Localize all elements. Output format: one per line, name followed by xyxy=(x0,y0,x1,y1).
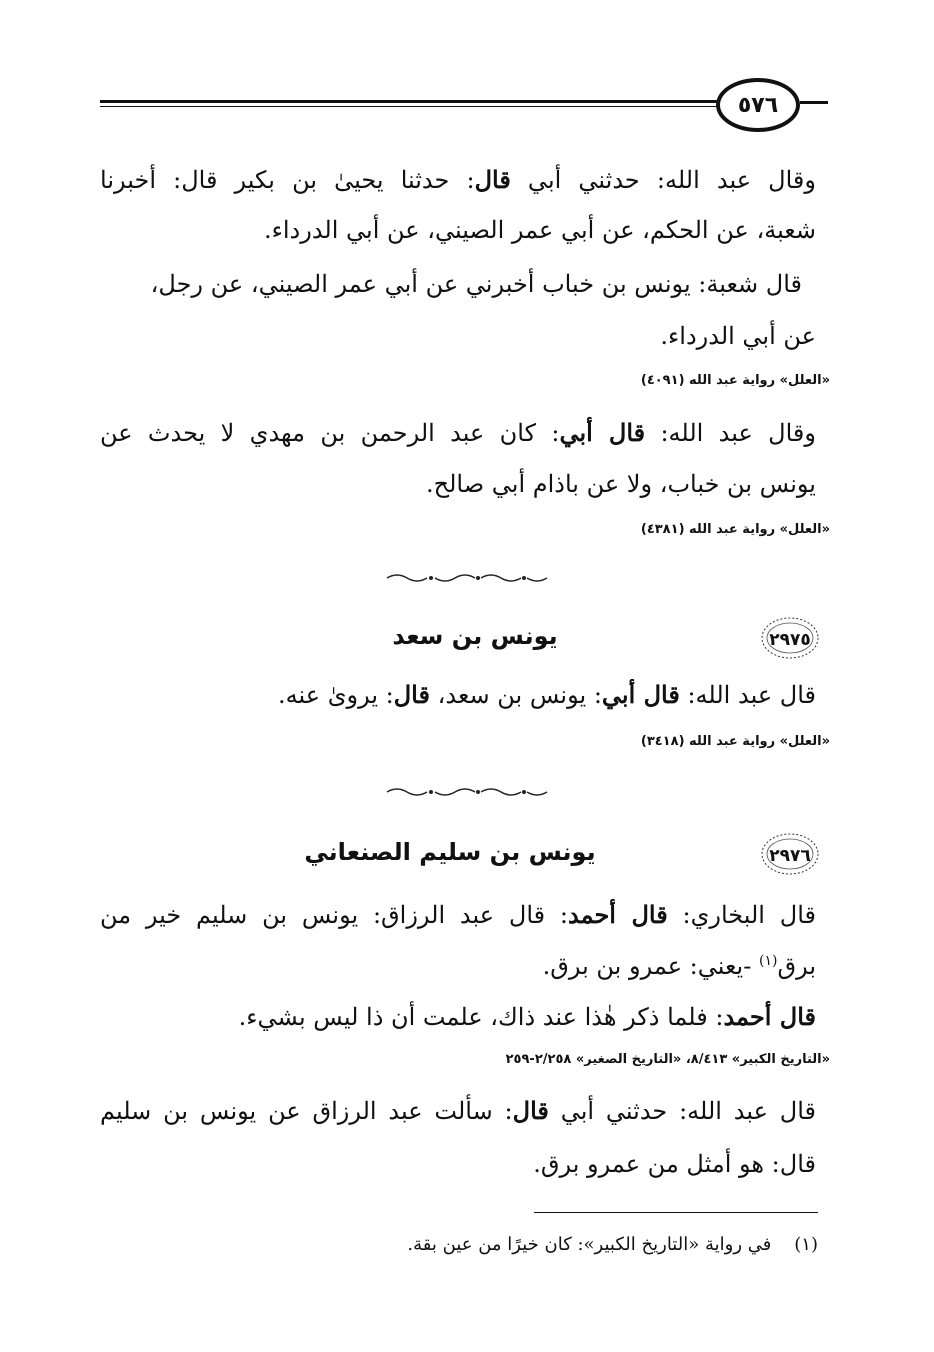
header-rule xyxy=(100,100,720,103)
entry-number: ٢٩٧٥ xyxy=(769,630,811,650)
entry-title: يونس بن سليم الصنعاني xyxy=(304,838,596,866)
footnote-marker: (١) xyxy=(794,1234,818,1255)
text-line: قال أحمد: فلما ذكر هٰذا عند ذاك، علمت أن ذا ليس بشيء. xyxy=(238,1002,816,1031)
bold-phrase: قال xyxy=(393,680,430,709)
text-line: وقال عبد الله: حدثني أبي قال: حدثنا يحيىٰ بن بكير قال: أخبرنا xyxy=(100,165,816,194)
page-number: ٥٧٦ xyxy=(716,78,800,132)
bold-phrase: قال أبي xyxy=(559,418,646,447)
entry-title: يونس بن سعد xyxy=(392,622,558,650)
footnote-ref: (١) xyxy=(758,953,778,969)
entry-number: ٢٩٧٦ xyxy=(769,846,811,866)
citation: «العلل» رواية عبد الله (٣٤١٨) xyxy=(640,734,830,749)
header-rule-thin xyxy=(100,106,720,107)
text-line: قال: هو أمثل من عمرو برق. xyxy=(533,1150,816,1178)
entry-number-badge-icon xyxy=(760,832,820,876)
bold-phrase: قال أبي xyxy=(601,680,680,709)
ornament-divider xyxy=(385,572,549,584)
citation: «التاريخ الكبير» ٨/٤١٣، «التاريخ الصغير» ٢/٢٥٨-٢٥٩ xyxy=(505,1052,830,1067)
bold-phrase: قال أحمد xyxy=(723,1002,816,1031)
bold-phrase: قال أحمد xyxy=(567,900,668,929)
bold-phrase: قال xyxy=(474,165,511,194)
text-line: برق$^{(١)}$ -يعني: عمرو بن برق. xyxy=(542,952,816,980)
footnote-text: في رواية «التاريخ الكبير»: كان خيرًا من عين بقة. xyxy=(407,1234,772,1255)
citation: «العلل» رواية عبد الله (٤٠٩١) xyxy=(640,373,830,388)
header-rule-tail xyxy=(800,101,828,104)
text-line: وقال عبد الله: قال أبي: كان عبد الرحمن بن مهدي لا يحدث عن xyxy=(100,418,816,447)
text-line: عن أبي الدرداء. xyxy=(660,322,816,350)
text-line: يونس بن خباب، ولا عن باذام أبي صالح. xyxy=(426,470,816,498)
text-line: قال شعبة: يونس بن خباب أخبرني عن أبي عمر الصيني، عن رجل، xyxy=(150,270,802,298)
text-line: قال عبد الله: حدثني أبي قال: سألت عبد الرزاق عن يونس بن سليم xyxy=(100,1096,817,1125)
footnote xyxy=(407,1234,818,1255)
ornament-divider xyxy=(385,786,549,798)
text-line: قال عبد الله: قال أبي: يونس بن سعد، قال: يروىٰ عنه. xyxy=(278,680,816,709)
bold-phrase: قال xyxy=(512,1096,549,1125)
entry-number-badge-icon xyxy=(760,616,820,660)
text-line: شعبة، عن الحكم، عن أبي عمر الصيني، عن أبي الدرداء. xyxy=(263,216,816,244)
text-line: قال البخاري: قال أحمد: قال عبد الرزاق: يونس بن سليم خير من xyxy=(100,900,816,929)
citation: «العلل» رواية عبد الله (٤٣٨١) xyxy=(640,522,830,537)
footnote-rule xyxy=(534,1212,818,1213)
